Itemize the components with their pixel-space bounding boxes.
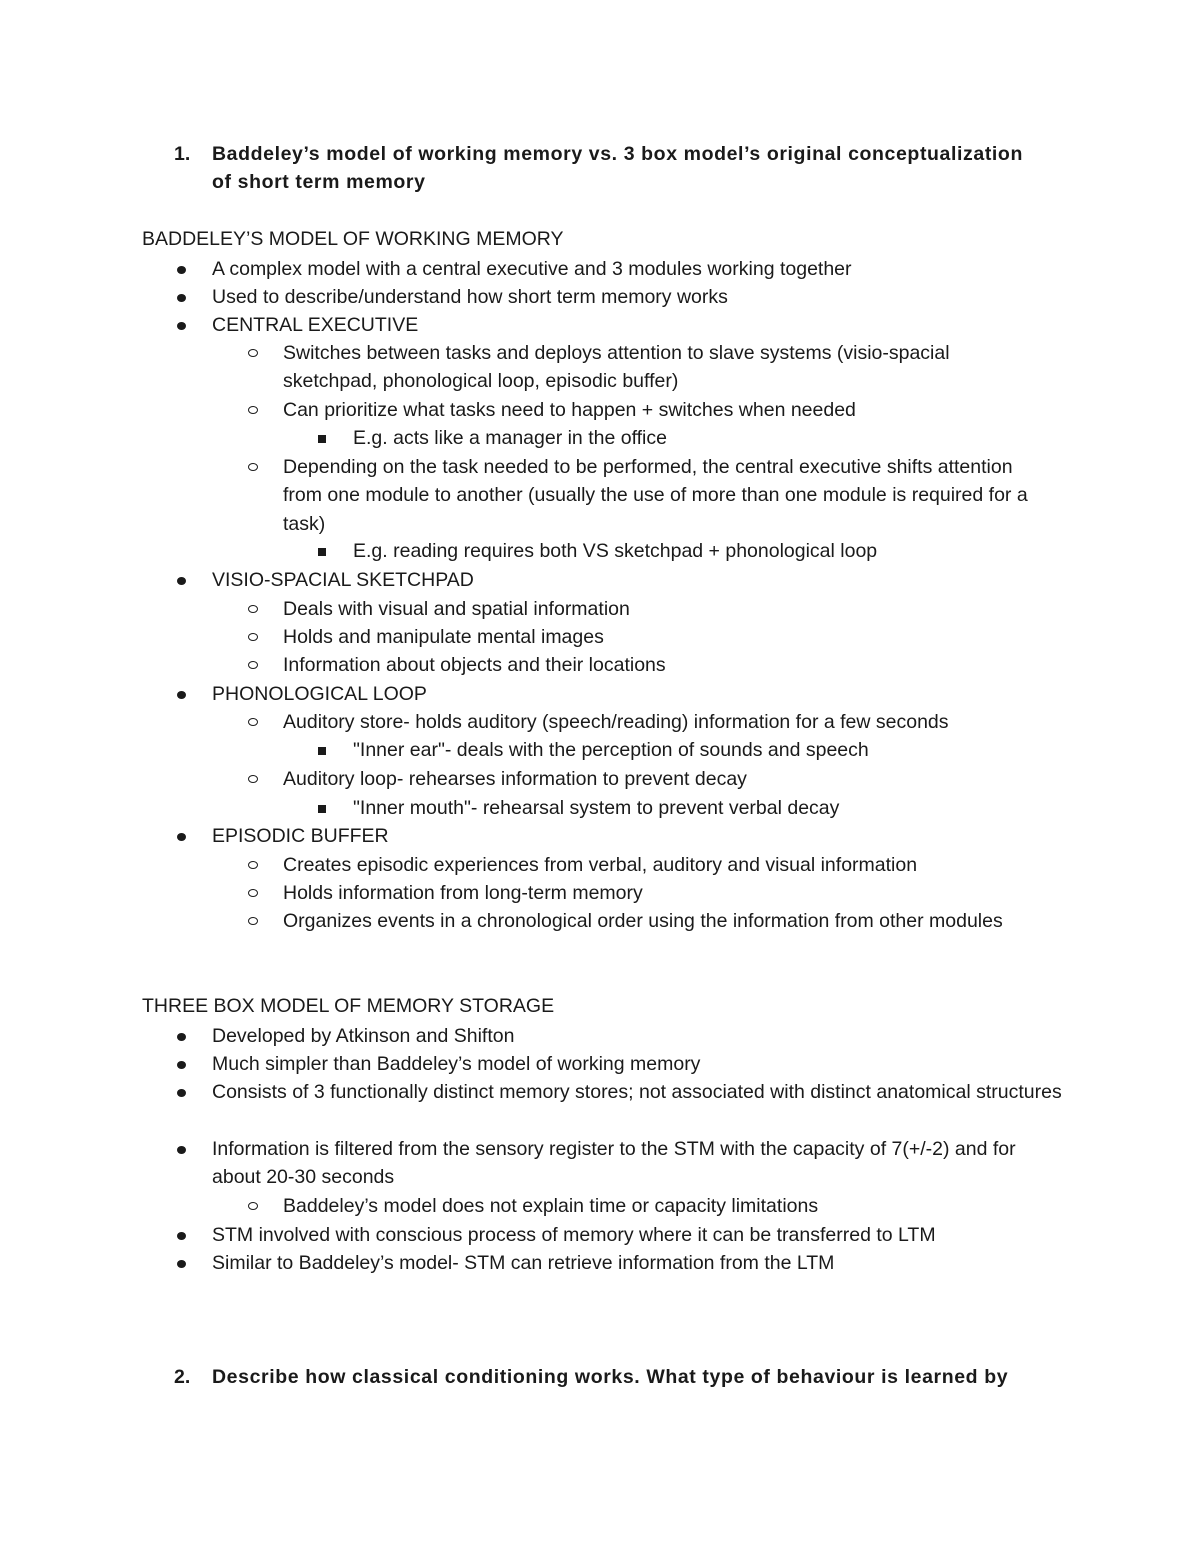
bullet-square-icon: [318, 747, 326, 755]
bullet-disc-icon: [177, 577, 186, 585]
list-item: Used to describe/understand how short term memory works: [212, 286, 728, 308]
list-item: "Inner mouth"- rehearsal system to prevent verbal decay: [353, 797, 840, 819]
bullet-disc-icon: [177, 1232, 186, 1240]
bullet-disc-icon: [177, 294, 186, 302]
list-item: Holds information from long-term memory: [283, 882, 643, 904]
bullet-disc-icon: [177, 1033, 186, 1041]
list-item: Holds and manipulate mental images: [283, 626, 604, 648]
question-2-number: 2.: [174, 1366, 191, 1388]
list-item: VISIO-SPACIAL SKETCHPAD: [212, 569, 474, 591]
question-1-number: 1.: [174, 143, 191, 165]
list-item: Organizes events in a chronological order using the information from other modules: [283, 910, 1003, 932]
bullet-circle-icon: [248, 463, 258, 471]
list-item: E.g. acts like a manager in the office: [353, 427, 667, 449]
threebox-heading: THREE BOX MODEL OF MEMORY STORAGE: [142, 995, 555, 1017]
bullet-circle-icon: [248, 917, 258, 925]
question-1-title-line1: Baddeley’s model of working memory vs. 3 box model’s original conceptualization: [212, 143, 1023, 165]
list-item: Creates episodic experiences from verbal, auditory and visual information: [283, 854, 918, 876]
bullet-circle-icon: [248, 889, 258, 897]
bullet-circle-icon: [248, 775, 258, 783]
bullet-disc-icon: [177, 1260, 186, 1268]
list-item: Auditory loop- rehearses information to prevent decay: [283, 768, 747, 790]
list-item: Information about objects and their locations: [283, 654, 666, 676]
bullet-circle-icon: [248, 661, 258, 669]
bullet-circle-icon: [248, 349, 258, 357]
list-item: "Inner ear"- deals with the perception of sounds and speech: [353, 739, 869, 761]
bullet-circle-icon: [248, 605, 258, 613]
list-item: Depending on the task needed to be performed, the central executive shifts attention from one module to another (usually the use of more than one module is required for a task): [283, 456, 1028, 535]
bullet-disc-icon: [177, 322, 186, 330]
bullet-disc-icon: [177, 1146, 186, 1154]
bullet-disc-icon: [177, 266, 186, 274]
question-2-title-line1: Describe how classical conditioning works. What type of behaviour is learned by: [212, 1366, 1009, 1388]
list-item: CENTRAL EXECUTIVE: [212, 314, 419, 336]
list-item: STM involved with conscious process of memory where it can be transferred to LTM: [212, 1224, 936, 1246]
bullet-disc-icon: [177, 1089, 186, 1097]
bullet-disc-icon: [177, 1061, 186, 1069]
list-item: PHONOLOGICAL LOOP: [212, 683, 427, 705]
list-item: Baddeley’s model does not explain time or capacity limitations: [283, 1195, 819, 1217]
list-item: Information is filtered from the sensory register to the STM with the capacity of 7(+/-2) and for about 20-30 seconds: [212, 1138, 1016, 1189]
list-item: Deals with visual and spatial information: [283, 598, 630, 620]
bullet-circle-icon: [248, 633, 258, 641]
bullet-disc-icon: [177, 691, 186, 699]
list-item: Auditory store- holds auditory (speech/reading) information for a few seconds: [283, 711, 949, 733]
bullet-disc-icon: [177, 833, 186, 841]
bullet-square-icon: [318, 548, 326, 556]
baddeley-heading: BADDELEY’S MODEL OF WORKING MEMORY: [142, 228, 564, 250]
question-1-title-line2: of short term memory: [212, 171, 426, 193]
bullet-circle-icon: [248, 861, 258, 869]
list-item: Much simpler than Baddeley’s model of working memory: [212, 1053, 701, 1075]
bullet-circle-icon: [248, 1202, 258, 1210]
list-item: Consists of 3 functionally distinct memory stores; not associated with distinct anatomical structures: [212, 1081, 1062, 1103]
bullet-circle-icon: [248, 406, 258, 414]
bullet-circle-icon: [248, 718, 258, 726]
list-item: Similar to Baddeley’s model- STM can retrieve information from the LTM: [212, 1252, 835, 1274]
list-item: Switches between tasks and deploys attention to slave systems (visio-spacial sketchpad, phonological loop, episodic buffer): [283, 342, 950, 393]
bullet-square-icon: [318, 435, 326, 443]
bullet-square-icon: [318, 805, 326, 813]
list-item: E.g. reading requires both VS sketchpad + phonological loop: [353, 540, 878, 562]
list-item: Developed by Atkinson and Shifton: [212, 1025, 515, 1047]
list-item: EPISODIC BUFFER: [212, 825, 389, 847]
list-item: Can prioritize what tasks need to happen + switches when needed: [283, 399, 856, 421]
list-item: A complex model with a central executive and 3 modules working together: [212, 258, 852, 280]
